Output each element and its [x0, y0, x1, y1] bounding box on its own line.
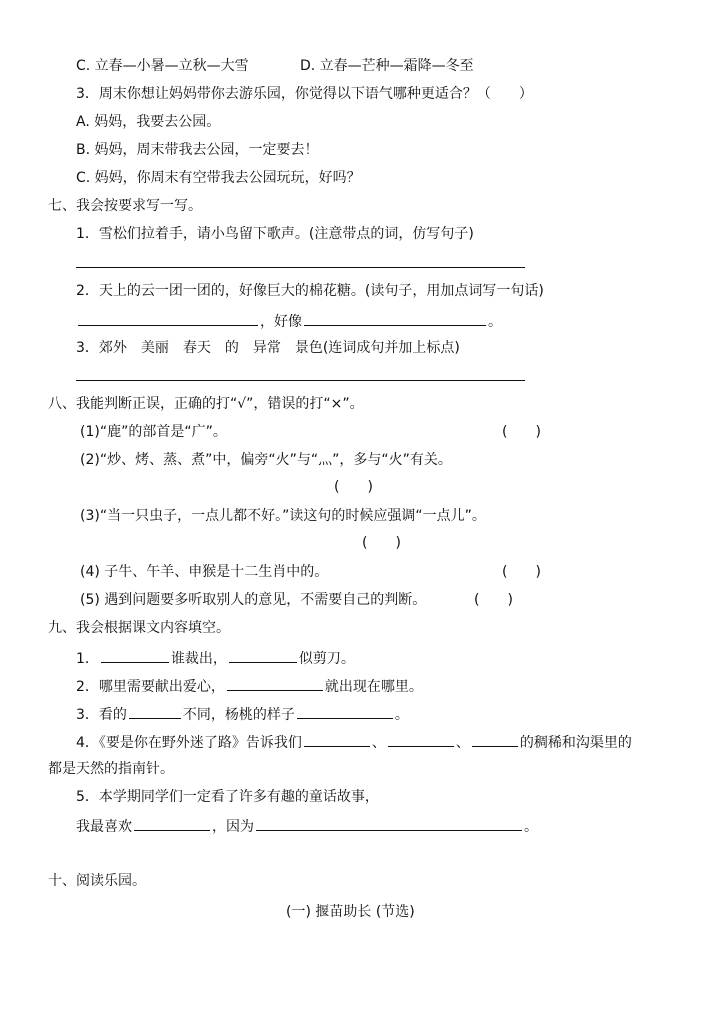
text: ，好像: [260, 314, 302, 330]
reading-subtitle: (一) 揠苗助长 (节选): [286, 904, 415, 920]
s9-question-5-answer: [76, 816, 538, 836]
text: 3．看的: [76, 707, 127, 723]
answer-paren-1[interactable]: ( ): [502, 424, 541, 440]
s7-question-1: 1．雪松们拉着手，请小鸟留下歌声。(注意带点的词，仿写句子): [76, 226, 474, 242]
text: 4．《要是你在野外迷了路》告诉我们: [76, 735, 302, 751]
text: 就出现在哪里。: [324, 679, 423, 695]
text: ，因为: [212, 819, 254, 835]
s9-question-1: [76, 648, 355, 668]
s9-question-3: [76, 704, 409, 724]
blank[interactable]: [304, 311, 486, 326]
section-7-title: 七、我会按要求写一写。: [48, 198, 202, 214]
s9-question-2: [76, 676, 423, 696]
s7-question-2: 2．天上的云一团一团的，好像巨大的棉花糖。(读句子，用加点词写一句话): [76, 283, 544, 299]
blank[interactable]: [78, 311, 258, 326]
text: 不同，杨桃的样子: [182, 707, 295, 723]
answer-line-1[interactable]: [76, 267, 525, 268]
text: 、: [371, 735, 386, 751]
judge-item-4: (4) 子牛、午羊、申猴是十二生肖中的。: [80, 564, 329, 580]
s9-question-4: [76, 732, 632, 752]
option-c: C. 立春—小暑—立秋—大雪: [76, 58, 249, 74]
answer-line-3[interactable]: [76, 380, 525, 381]
text: 谁裁出，: [170, 651, 227, 667]
judge-item-3: (3)“当一只虫子，一点儿都不好。”读这句的时候应强调“一点儿”。: [80, 508, 486, 524]
question-3: 3．周末你想让妈妈带你去游乐园，你觉得以下语气哪种更适合？（ ）: [76, 86, 533, 102]
text: 。: [488, 314, 502, 330]
option-d: D. 立春—芒种—霜降—冬至: [300, 58, 474, 74]
blank[interactable]: [134, 816, 210, 831]
blank[interactable]: [129, 704, 181, 719]
text: 我最喜欢: [76, 819, 132, 835]
blank[interactable]: [229, 648, 297, 663]
s7-q2-answer: [76, 311, 502, 331]
section-9-title: 九、我会根据课文内容填空。: [48, 620, 230, 636]
blank[interactable]: [388, 732, 454, 747]
answer-paren-3[interactable]: ( ): [362, 535, 401, 551]
blank[interactable]: [297, 704, 393, 719]
s9-question-4-cont: 都是天然的指南针。: [48, 761, 174, 777]
blank[interactable]: [304, 732, 370, 747]
blank[interactable]: [101, 648, 169, 663]
text: 似剪刀。: [298, 651, 355, 667]
judge-item-1: (1)“鹿”的部首是“广”。: [80, 424, 227, 440]
answer-paren-2[interactable]: ( ): [334, 479, 373, 495]
text: 。: [524, 819, 538, 835]
answer-paren-5[interactable]: ( ): [474, 592, 513, 608]
section-10-title: 十、阅读乐园。: [48, 873, 146, 889]
text: 1．: [76, 651, 99, 667]
q3-option-a: A. 妈妈，我要去公园。: [76, 114, 221, 130]
text: 2．哪里需要献出爱心，: [76, 679, 225, 695]
text: 的稠稀和沟渠里的: [519, 735, 632, 751]
text: 。: [394, 707, 409, 723]
judge-item-2: (2)“炒、烤、蒸、煮”中，偏旁“火”与“灬”，多与“火”有关。: [80, 452, 452, 468]
blank[interactable]: [256, 816, 522, 831]
answer-paren-4[interactable]: ( ): [502, 564, 541, 580]
q3-option-c: C. 妈妈，你周末有空带我去公园玩玩，好吗？: [76, 170, 361, 186]
s9-question-5: 5．本学期同学们一定看了许多有趣的童话故事，: [76, 789, 379, 805]
text: 、: [455, 735, 470, 751]
s7-question-3: 3．郊外 美丽 春天 的 异常 景色(连词成句并加上标点): [76, 340, 460, 356]
section-8-title: 八、我能判断正误，正确的打“√”，错误的打“×”。: [48, 396, 364, 412]
judge-item-5: (5) 遇到问题要多听取别人的意见，不需要自己的判断。: [80, 592, 427, 608]
blank[interactable]: [227, 676, 323, 691]
blank[interactable]: [472, 732, 518, 747]
q3-option-b: B. 妈妈，周末带我去公园，一定要去！: [76, 142, 319, 158]
